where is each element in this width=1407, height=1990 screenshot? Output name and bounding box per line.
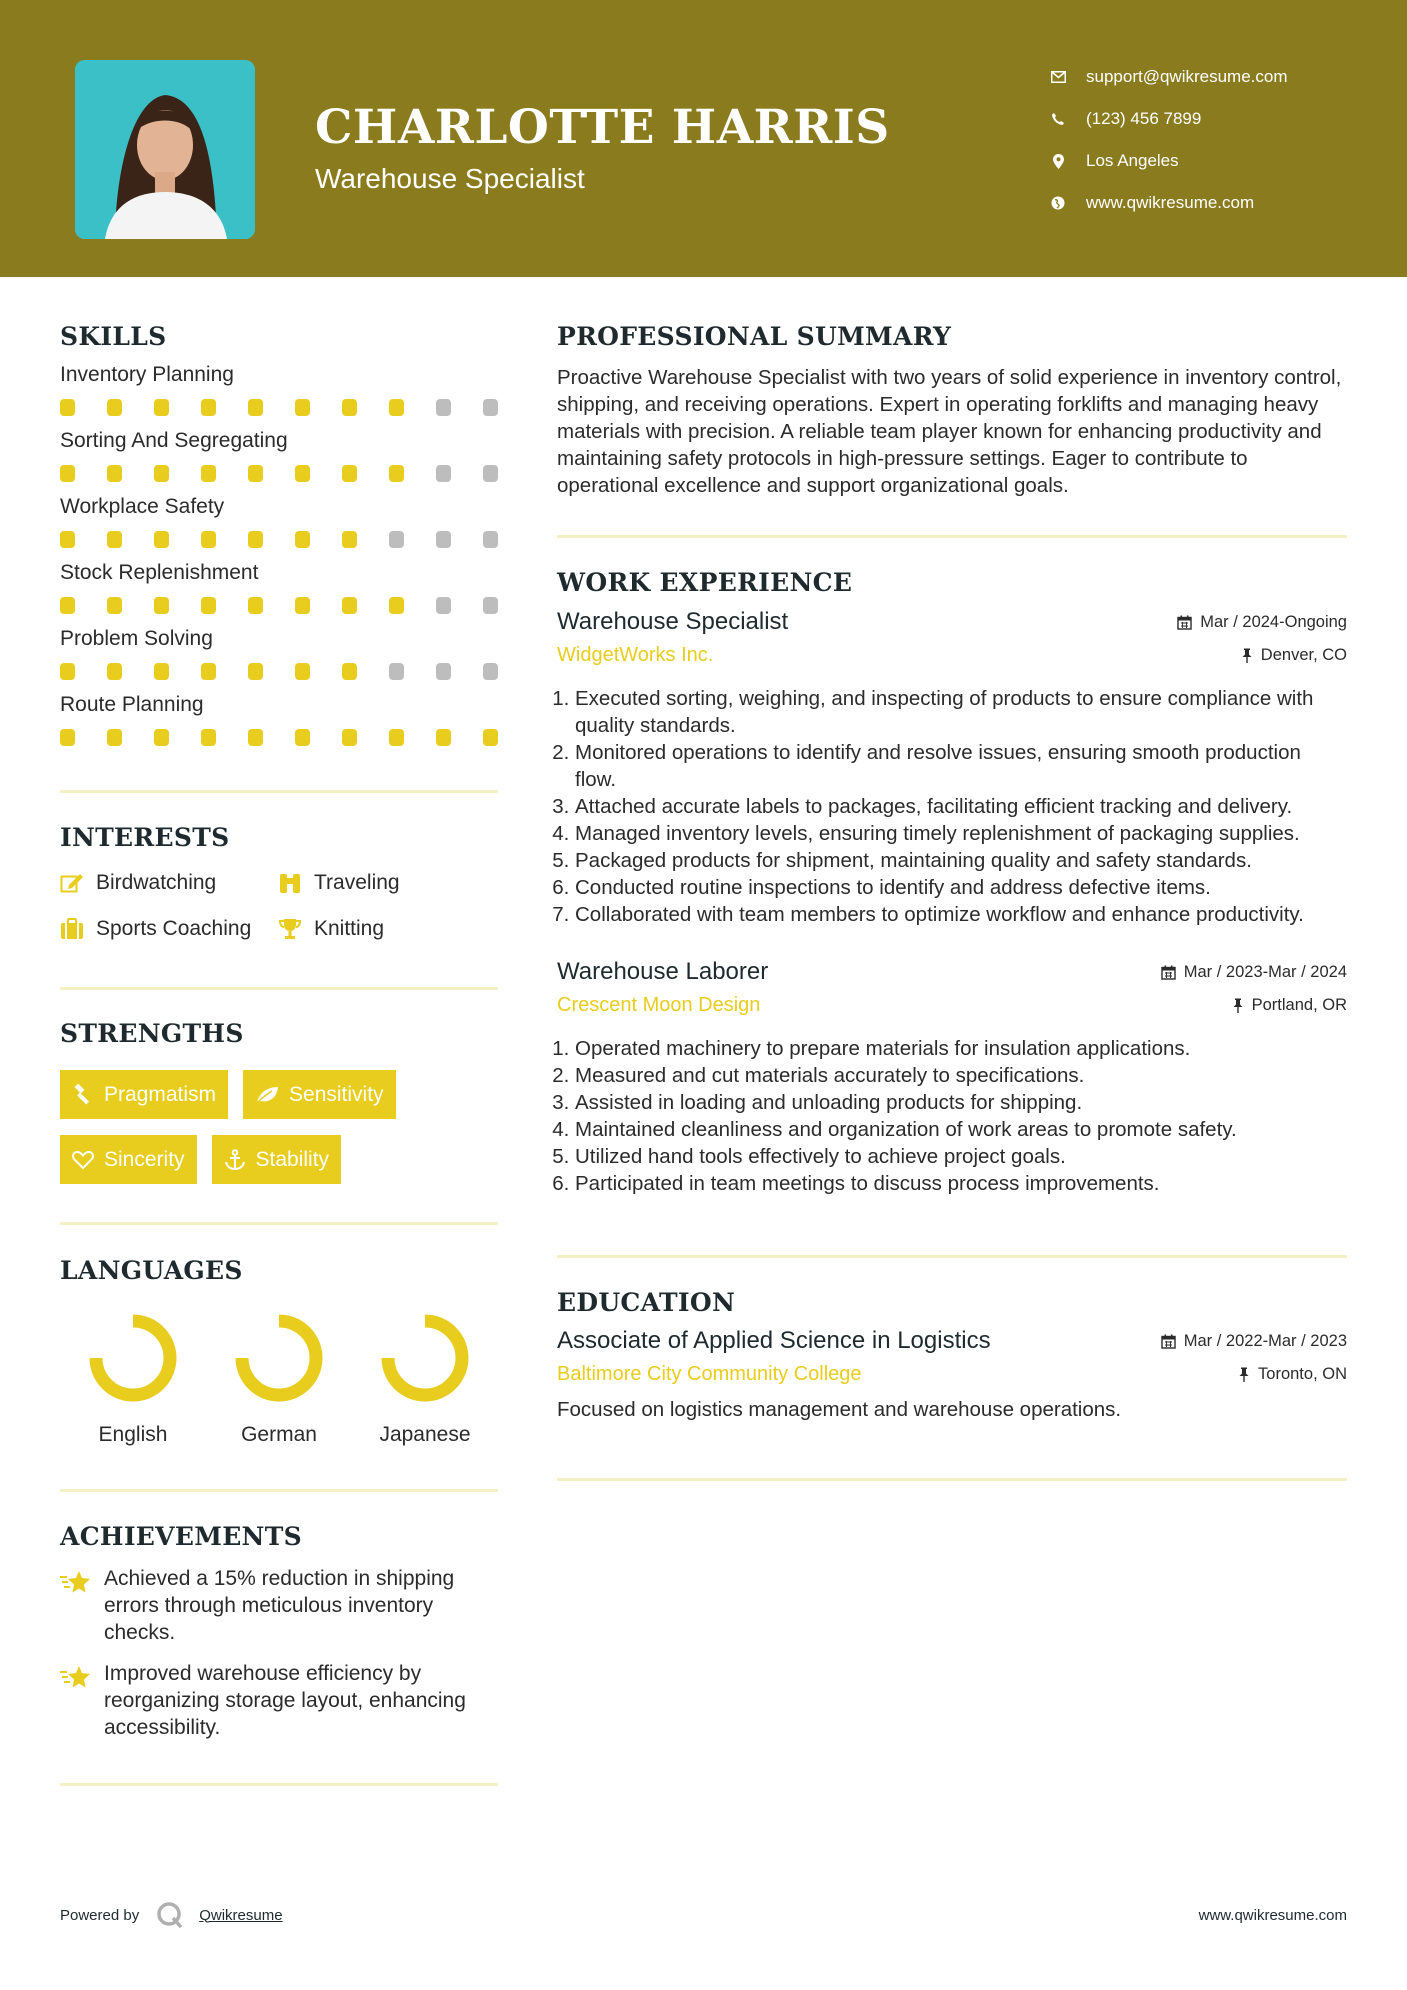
rating-dot-filled xyxy=(342,531,357,548)
bullet-item: 6. Conducted routine inspections to identify and address defective items. xyxy=(575,874,1347,901)
rating-dot-empty xyxy=(436,663,451,680)
qwikresume-link[interactable]: Qwikresume xyxy=(199,1906,283,1924)
education-header xyxy=(557,1327,1347,1355)
rating-dot-filled xyxy=(248,597,263,614)
rating-dot-filled xyxy=(295,597,310,614)
pushpin-icon xyxy=(1241,648,1253,663)
language-item xyxy=(60,1313,206,1447)
skill-rating xyxy=(60,597,498,615)
strength-label: Sincerity xyxy=(104,1147,185,1171)
pushpin-icon xyxy=(1232,998,1244,1013)
interest-label: Traveling xyxy=(314,871,400,894)
heart-icon xyxy=(72,1150,94,1170)
rating-dot-filled xyxy=(154,399,169,416)
summary-text: Proactive Warehouse Specialist with two years of solid experience in inventory control, shipping, and receiving operations. Expert in operating forklifts and managing heavy materials with precision. A reliable team player known for enhancing productivity and maintaining safety protocols in high-pressure settings. Eager to contribute to operational excellence and support organizational goals. xyxy=(557,366,1342,497)
interest-item xyxy=(60,916,278,942)
strengths-title: STRENGTHS xyxy=(60,1019,244,1048)
rating-dot-empty xyxy=(389,531,404,548)
education-title: EDUCATION xyxy=(557,1288,736,1317)
summary-section xyxy=(557,322,1347,499)
rating-dot-filled xyxy=(248,663,263,680)
skill-label: Inventory Planning xyxy=(60,363,234,386)
rating-dot-filled xyxy=(154,663,169,680)
skill-item xyxy=(60,627,498,681)
job-location-text: Denver, CO xyxy=(1260,646,1347,664)
rating-dot-empty xyxy=(483,531,498,548)
rating-dot-filled xyxy=(248,729,263,746)
rating-dot-filled xyxy=(201,531,216,548)
strengths-section xyxy=(60,1019,498,1184)
skill-item xyxy=(60,693,498,747)
rating-dot-filled xyxy=(107,729,122,746)
skill-rating xyxy=(60,531,498,549)
job-location xyxy=(1241,646,1347,665)
rating-dot-filled xyxy=(107,663,122,680)
bullet-item: 2. Monitored operations to identify and resolve issues, ensuring smooth production flow. xyxy=(575,739,1347,793)
strengths-list xyxy=(60,1070,498,1184)
skill-label: Sorting And Segregating xyxy=(60,429,288,452)
contact-location-text: Los Angeles xyxy=(1086,151,1179,170)
left-column xyxy=(60,322,498,1786)
language-gauge xyxy=(88,1313,178,1403)
rating-dot-empty xyxy=(483,597,498,614)
job-entry xyxy=(557,608,1347,928)
education-description: Focused on logistics management and warehouse operations. xyxy=(557,1398,1122,1421)
job-bullets xyxy=(557,1035,1347,1197)
education-dates-text: Mar / 2022-Mar / 2023 xyxy=(1183,1331,1347,1350)
bullet-item: 3. Attached accurate labels to packages, facilitating efficient tracking and delivery. xyxy=(575,793,1347,820)
rating-dot-filled xyxy=(60,597,75,614)
powered-by xyxy=(60,1900,283,1930)
education-dates xyxy=(1161,1332,1347,1351)
skills-title: SKILLS xyxy=(60,322,167,351)
phone-icon xyxy=(1050,111,1066,127)
pushpin-icon xyxy=(1238,1367,1250,1382)
envelope-icon xyxy=(1050,69,1066,85)
section-divider xyxy=(557,1478,1347,1481)
candidate-role: Warehouse Specialist xyxy=(315,163,585,194)
rating-dot-filled xyxy=(436,729,451,746)
rating-dot-filled xyxy=(295,729,310,746)
job-location xyxy=(1232,996,1347,1015)
interest-label: Knitting xyxy=(314,917,385,940)
calendar-icon xyxy=(1177,615,1192,630)
strength-chip xyxy=(60,1070,228,1119)
skill-label: Problem Solving xyxy=(60,627,213,650)
rating-dot-filled xyxy=(60,663,75,680)
skill-item xyxy=(60,561,498,615)
rating-dot-filled xyxy=(60,465,75,482)
interest-item xyxy=(278,916,498,942)
rating-dot-filled xyxy=(342,465,357,482)
rating-dot-filled xyxy=(201,663,216,680)
job-subheader xyxy=(557,994,1347,1017)
bullet-item: 6. Participated in team meetings to discuss process improvements. xyxy=(575,1170,1347,1197)
gavel-icon xyxy=(72,1084,94,1106)
rating-dot-filled xyxy=(107,399,122,416)
rating-dot-filled xyxy=(389,597,404,614)
language-item xyxy=(206,1313,352,1447)
job-title: Warehouse Laborer xyxy=(557,958,769,985)
job-bullets xyxy=(557,685,1347,928)
education-subheader xyxy=(557,1363,1347,1386)
rating-dot-filled xyxy=(107,465,122,482)
rating-dot-filled xyxy=(248,465,263,482)
rating-dot-filled xyxy=(201,399,216,416)
powered-by-text: Powered by xyxy=(60,1906,140,1924)
globe-icon xyxy=(1050,195,1066,211)
bullet-item: 4. Managed inventory levels, ensuring timely replenishment of packaging supplies. xyxy=(575,820,1347,847)
job-dates-text: Mar / 2023-Mar / 2024 xyxy=(1183,962,1347,981)
rating-dot-empty xyxy=(436,531,451,548)
rating-dot-filled xyxy=(342,399,357,416)
language-item xyxy=(352,1313,498,1447)
section-divider xyxy=(60,790,498,793)
skill-item xyxy=(60,495,498,549)
rating-dot-filled xyxy=(248,531,263,548)
bullet-item: 3. Assisted in loading and unloading products for shipping. xyxy=(575,1089,1347,1116)
footer-url[interactable]: www.qwikresume.com xyxy=(1198,1906,1347,1924)
languages-section xyxy=(60,1256,498,1447)
calendar-icon xyxy=(1161,965,1176,980)
job-dates xyxy=(1161,963,1347,982)
bullet-item: 5. Packaged products for shipment, maintaining quality and safety standards. xyxy=(575,847,1347,874)
contact-email[interactable] xyxy=(1050,56,1288,98)
section-divider xyxy=(60,1783,498,1786)
strength-label: Stability xyxy=(255,1147,330,1171)
star-icon xyxy=(60,1664,92,1690)
contact-website-text: www.qwikresume.com xyxy=(1086,193,1255,212)
contact-phone-text: (123) 456 7899 xyxy=(1086,109,1202,128)
job-location-text: Portland, OR xyxy=(1251,996,1347,1014)
qwikresume-logo-icon xyxy=(155,1900,185,1930)
rating-dot-filled xyxy=(60,729,75,746)
section-divider xyxy=(60,1222,498,1225)
skills-section xyxy=(60,322,498,747)
school-name: Baltimore City Community College xyxy=(557,1363,862,1385)
profile-photo xyxy=(75,60,255,239)
job-dates-text: Mar / 2024-Ongoing xyxy=(1200,612,1347,631)
job-subheader xyxy=(557,644,1347,667)
right-column xyxy=(557,322,1347,1481)
rating-dot-filled xyxy=(248,399,263,416)
contact-email-text: support@qwikresume.com xyxy=(1086,67,1288,86)
rating-dot-empty xyxy=(436,399,451,416)
bullet-item: 7. Collaborated with team members to optimize workflow and enhance productivity. xyxy=(575,901,1347,928)
leaf-icon xyxy=(255,1085,279,1105)
achievement-item xyxy=(60,1660,498,1741)
interest-label: Birdwatching xyxy=(96,871,217,894)
summary-title: PROFESSIONAL SUMMARY xyxy=(557,322,952,351)
job-header xyxy=(557,958,1347,986)
achievement-item xyxy=(60,1565,498,1646)
rating-dot-filled xyxy=(201,465,216,482)
experience-section xyxy=(557,568,1347,1197)
section-divider xyxy=(60,1489,498,1492)
bullet-item: 2. Measured and cut materials accurately to specifications. xyxy=(575,1062,1347,1089)
bullet-item: 4. Maintained cleanliness and organization of work areas to promote safety. xyxy=(575,1116,1347,1143)
rating-dot-filled xyxy=(107,531,122,548)
skill-label: Workplace Safety xyxy=(60,495,225,518)
skill-rating xyxy=(60,729,498,747)
strength-label: Sensitivity xyxy=(289,1082,384,1106)
job-dates xyxy=(1177,613,1347,632)
rating-dot-filled xyxy=(201,597,216,614)
skill-rating xyxy=(60,663,498,681)
rating-dot-filled xyxy=(60,531,75,548)
contact-website[interactable] xyxy=(1050,182,1288,224)
skill-label: Stock Replenishment xyxy=(60,561,259,584)
rating-dot-filled xyxy=(483,729,498,746)
education-location xyxy=(1238,1365,1347,1384)
company-name: Crescent Moon Design xyxy=(557,994,761,1016)
strength-chip xyxy=(60,1135,197,1184)
interest-item xyxy=(60,870,278,896)
bullet-item: 5. Utilized hand tools effectively to achieve project goals. xyxy=(575,1143,1347,1170)
achievements-section xyxy=(60,1522,498,1741)
interests-section xyxy=(60,823,498,942)
interests-title: INTERESTS xyxy=(60,823,230,852)
rating-dot-filled xyxy=(389,465,404,482)
rating-dot-filled xyxy=(154,465,169,482)
rating-dot-filled xyxy=(107,597,122,614)
skill-rating xyxy=(60,465,498,483)
skill-rating xyxy=(60,399,498,417)
star-icon xyxy=(60,1569,92,1595)
skill-label: Route Planning xyxy=(60,693,204,716)
rating-dot-filled xyxy=(60,399,75,416)
page-footer xyxy=(60,1900,1347,1930)
company-name: WidgetWorks Inc. xyxy=(557,644,714,666)
language-gauge xyxy=(380,1313,470,1403)
rating-dot-empty xyxy=(483,663,498,680)
skills-list xyxy=(60,363,498,747)
achievement-text: Improved warehouse efficiency by reorganizing storage layout, enhancing accessibility. xyxy=(104,1662,466,1739)
languages-list xyxy=(60,1313,498,1447)
briefcase-icon xyxy=(60,918,84,940)
bullet-item: 1. Operated machinery to prepare materials for insulation applications. xyxy=(575,1035,1347,1062)
rating-dot-filled xyxy=(295,399,310,416)
section-divider xyxy=(60,987,498,990)
skill-item xyxy=(60,429,498,483)
strength-chip xyxy=(243,1070,396,1119)
interest-item xyxy=(278,870,498,896)
job-header xyxy=(557,608,1347,636)
rating-dot-empty xyxy=(436,465,451,482)
achievement-text: Achieved a 15% reduction in shipping errors through meticulous inventory checks. xyxy=(104,1567,455,1644)
language-arc xyxy=(96,1321,170,1395)
job-title: Warehouse Specialist xyxy=(557,608,789,635)
languages-title: LANGUAGES xyxy=(60,1256,243,1285)
strength-chip xyxy=(212,1135,342,1184)
rating-dot-filled xyxy=(389,399,404,416)
pencil-edit-icon xyxy=(60,872,84,894)
calendar-icon xyxy=(1161,1334,1176,1349)
language-label: Japanese xyxy=(379,1423,471,1446)
rating-dot-filled xyxy=(295,531,310,548)
skill-item xyxy=(60,363,498,417)
rating-dot-empty xyxy=(483,465,498,482)
rating-dot-filled xyxy=(154,597,169,614)
experience-title: WORK EXPERIENCE xyxy=(557,568,853,597)
trophy-icon xyxy=(278,918,302,940)
map-pin-icon xyxy=(1050,153,1066,169)
bullet-item: 1. Executed sorting, weighing, and inspecting of products to ensure compliance with quality standards. xyxy=(575,685,1347,739)
education-section xyxy=(557,1288,1347,1423)
interest-label: Sports Coaching xyxy=(96,917,252,940)
binoculars-icon xyxy=(278,872,302,894)
rating-dot-filled xyxy=(295,465,310,482)
section-divider xyxy=(557,1255,1347,1258)
education-location-text: Toronto, ON xyxy=(1258,1365,1347,1383)
language-gauge xyxy=(234,1313,324,1403)
strength-label: Pragmatism xyxy=(104,1082,217,1106)
rating-dot-filled xyxy=(342,663,357,680)
section-divider xyxy=(557,535,1347,538)
rating-dot-filled xyxy=(295,663,310,680)
contact-phone[interactable] xyxy=(1050,98,1288,140)
interests-list xyxy=(60,870,498,942)
contact-location xyxy=(1050,140,1288,182)
degree-title: Associate of Applied Science in Logistics xyxy=(557,1327,991,1354)
language-arc xyxy=(242,1321,316,1395)
rating-dot-filled xyxy=(154,531,169,548)
rating-dot-empty xyxy=(436,597,451,614)
achievements-title: ACHIEVEMENTS xyxy=(60,1522,302,1551)
resume-header xyxy=(0,0,1407,277)
anchor-icon xyxy=(224,1149,246,1171)
rating-dot-filled xyxy=(389,729,404,746)
candidate-name: CHARLOTTE HARRIS xyxy=(315,100,890,155)
language-label: English xyxy=(98,1423,168,1446)
language-label: German xyxy=(241,1423,317,1446)
rating-dot-filled xyxy=(342,597,357,614)
job-entry xyxy=(557,958,1347,1197)
language-arc xyxy=(388,1321,462,1395)
contact-list xyxy=(1050,56,1288,224)
rating-dot-filled xyxy=(201,729,216,746)
rating-dot-filled xyxy=(342,729,357,746)
rating-dot-filled xyxy=(154,729,169,746)
rating-dot-empty xyxy=(483,399,498,416)
rating-dot-empty xyxy=(389,663,404,680)
